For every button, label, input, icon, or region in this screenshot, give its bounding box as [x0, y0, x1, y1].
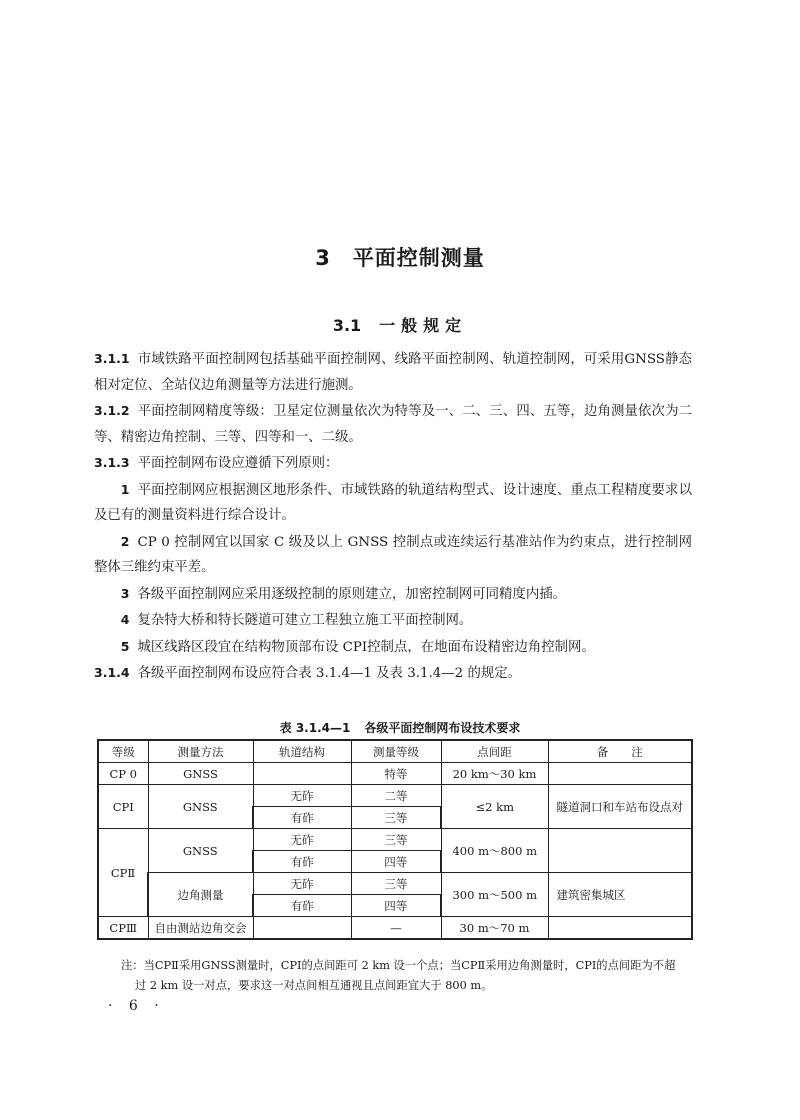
cell-spacing: ≤2 km — [441, 785, 548, 829]
table-caption — [0, 719, 800, 736]
table-row — [98, 785, 692, 807]
item-text: 复杂特大桥和特长隧道可建立工程独立施工平面控制网。 — [137, 613, 473, 628]
table-number: 表 3.1.4—1 — [279, 721, 351, 735]
cell-level: 三等 — [351, 873, 441, 895]
cell-spacing: 30 m～70 m — [441, 917, 548, 940]
item-text: 城区线路区段宜在结构物顶部布设 CPⅠ控制点，在地面布设精密边角控制网。 — [137, 639, 595, 655]
clause-text: 各级平面控制网布设应符合表 3.1.4—1 及表 3.1.4—2 的规定。 — [137, 666, 522, 681]
cell-grade: CPⅢ — [98, 917, 148, 940]
cell-level: 三等 — [351, 829, 441, 851]
item-text: CP 0 控制网宜以国家 C 级及以上 GNSS 控制点或连续运行基准站作为约束点，进行控制网整体三维约束平差。 — [94, 534, 692, 575]
item-number: 3 — [120, 585, 130, 601]
cell-structure: 有砟 — [253, 851, 351, 873]
cell-level: 四等 — [351, 895, 441, 917]
cell-method: 边角测量 — [148, 873, 253, 917]
header-method: 测量方法 — [148, 740, 253, 763]
header-remark: 备 注 — [548, 740, 692, 763]
cell-structure: 无砟 — [253, 873, 351, 895]
cell-remark — [548, 763, 692, 785]
spec-table — [97, 739, 693, 940]
clause-3-1-1 — [94, 346, 692, 398]
clause-text: 市域铁路平面控制网包括基础平面控制网、线路平面控制网、轨道控制网，可采用GNSS静态相对定位、全站仪边角测量等方法进行施测。 — [94, 352, 692, 393]
cell-grade: CPⅠ — [98, 785, 148, 829]
cell-level: 二等 — [351, 785, 441, 807]
clause-number: 3.1.1 — [94, 351, 130, 366]
list-item — [94, 634, 692, 661]
list-item — [94, 607, 692, 634]
cell-remark: 建筑密集城区 — [548, 873, 692, 917]
list-item — [94, 477, 692, 529]
list-item — [94, 581, 692, 608]
header-structure: 轨道结构 — [253, 740, 351, 763]
clause-number: 3.1.3 — [94, 455, 130, 470]
cell-level: 三等 — [351, 807, 441, 829]
cell-method: GNSS — [148, 829, 253, 873]
clause-text: 平面控制网精度等级：卫星定位测量依次为特等及一、二、三、四、五等，边角测量依次为二等、精密边角控制、三等、四等和一、二级。 — [94, 404, 692, 445]
item-number: 4 — [120, 612, 130, 627]
table-title: 各级平面控制网布设技术要求 — [364, 721, 521, 735]
header-spacing: 点间距 — [441, 740, 548, 763]
cell-level: 四等 — [351, 851, 441, 873]
clause-number: 3.1.2 — [94, 403, 130, 418]
cell-level: — — [351, 917, 441, 940]
cell-structure: 无砟 — [253, 785, 351, 807]
cell-remark — [548, 829, 692, 873]
cell-structure — [253, 917, 351, 940]
item-number: 1 — [120, 481, 130, 497]
table-row — [98, 763, 692, 785]
section-number: 3.1 — [332, 316, 362, 335]
chapter-title-text: 平面控制测量 — [352, 246, 485, 270]
table-row — [98, 917, 692, 940]
chapter-title — [0, 242, 800, 272]
cell-level: 特等 — [351, 763, 441, 785]
item-number: 2 — [120, 533, 130, 549]
clause-number: 3.1.4 — [94, 665, 130, 680]
cell-structure — [253, 763, 351, 785]
note-label: 注： — [121, 959, 144, 972]
cell-spacing: 20 km～30 km — [441, 763, 548, 785]
cell-structure: 无砟 — [253, 829, 351, 851]
body-text — [94, 346, 692, 687]
cell-structure: 有砟 — [253, 895, 351, 917]
cell-remark — [548, 917, 692, 940]
cell-method: GNSS — [148, 785, 253, 829]
item-text: 平面控制网应根据测区地形条件、市域铁路的轨道结构型式、设计速度、重点工程精度要求以及已有的测量资料进行综合设计。 — [94, 482, 692, 523]
chapter-number: 3 — [315, 246, 331, 270]
cell-method: GNSS — [148, 763, 253, 785]
note-line-1: 当CPⅡ采用GNSS测量时，CPⅠ的点间距可 2 km 设一个点；当CPⅡ采用边角测量时，CPⅠ的点间距为不超 — [143, 959, 676, 972]
header-level: 测量等级 — [351, 740, 441, 763]
table-note — [121, 956, 695, 996]
section-title — [0, 313, 800, 336]
note-line-2: 过 2 km 设一对点，要求这一对点间相互通视且点间距宜大于 800 m。 — [135, 979, 493, 992]
cell-spacing: 400 m～800 m — [441, 829, 548, 873]
cell-structure: 有砟 — [253, 807, 351, 829]
clause-3-1-2 — [94, 398, 692, 450]
table-row — [98, 873, 692, 895]
item-number: 5 — [120, 638, 130, 654]
clause-text: 平面控制网布设应遵循下列原则： — [137, 456, 339, 471]
header-grade: 等级 — [98, 740, 148, 763]
page-number: · 6 · — [108, 998, 165, 1014]
item-text: 各级平面控制网应采用逐级控制的原则建立，加密控制网可同精度内插。 — [137, 586, 566, 602]
clause-3-1-3 — [94, 450, 692, 477]
cell-grade: CPⅡ — [98, 829, 148, 917]
cell-grade: CP 0 — [98, 763, 148, 785]
cell-method: 自由测站边角交会 — [148, 917, 253, 940]
section-title-text: 一般规定 — [379, 316, 468, 335]
cell-spacing: 300 m～500 m — [441, 873, 548, 917]
clause-3-1-4 — [94, 660, 692, 687]
cell-remark: 隧道洞口和车站布设点对 — [548, 785, 692, 829]
table-header-row — [98, 740, 692, 763]
table-row — [98, 829, 692, 851]
list-item — [94, 529, 692, 581]
